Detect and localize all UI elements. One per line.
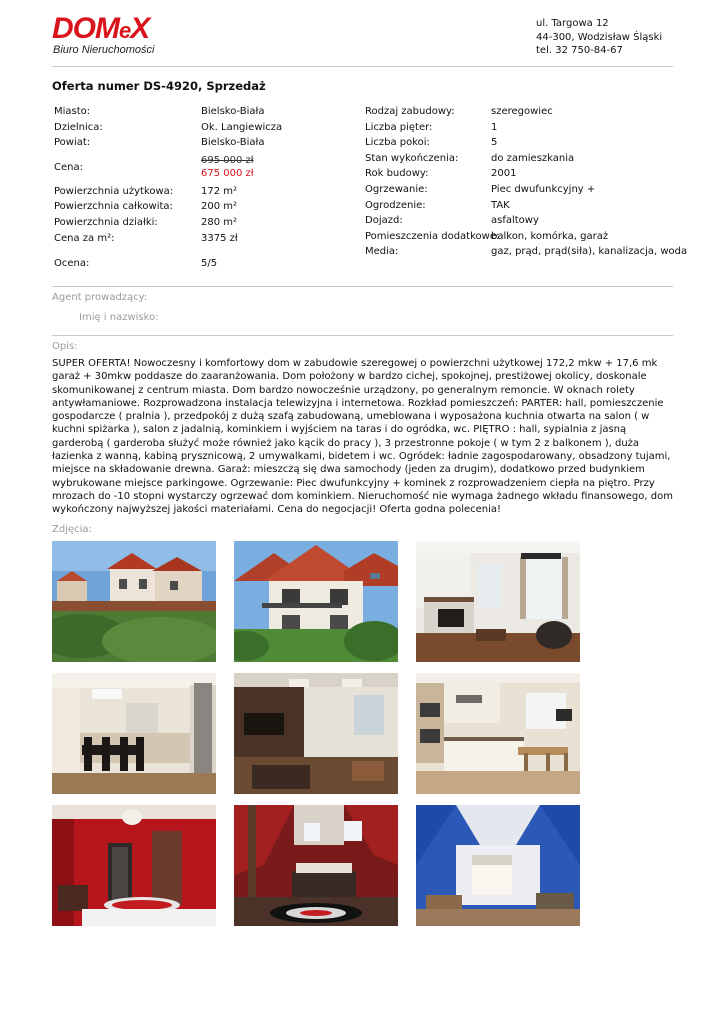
- detail-label: Powiat:: [54, 137, 91, 149]
- detail-row-media: [365, 244, 688, 260]
- photo-blue-attic-room[interactable]: [416, 805, 580, 926]
- agent-name-label: Imię i nazwisko:: [79, 312, 159, 323]
- detail-row-pomieszczenia: [365, 229, 685, 245]
- detail-row-pow-calkowita: [54, 199, 354, 215]
- detail-label: Cena za m²:: [54, 232, 115, 244]
- detail-value: szeregowiec: [491, 106, 553, 117]
- address-phone: tel. 32 750-84-67: [536, 45, 623, 56]
- detail-label: Rok budowy:: [365, 168, 429, 180]
- detail-row-powiat: [54, 135, 354, 151]
- details-left: [54, 104, 354, 272]
- detail-label: Cena:: [54, 161, 83, 173]
- detail-value: 172 m²: [201, 185, 238, 197]
- photo-attic-bedroom[interactable]: [234, 805, 398, 926]
- detail-spacer: [54, 246, 354, 256]
- photo-living-room-sofa[interactable]: [234, 673, 398, 794]
- detail-value: TAK: [491, 199, 510, 211]
- detail-label: Ogrodzenie:: [365, 199, 426, 211]
- detail-value: 5/5: [201, 258, 218, 270]
- new-price: 675 000 zł: [201, 167, 254, 179]
- detail-row-ocena: [54, 256, 354, 272]
- detail-row-dojazd: [365, 213, 685, 229]
- detail-row-pokoje: [365, 135, 685, 151]
- details-right: [365, 104, 688, 260]
- detail-row-pow-dzialki: [54, 215, 354, 231]
- photo-house-front[interactable]: [234, 541, 398, 662]
- photo-red-bedroom[interactable]: [52, 805, 216, 926]
- agent-section-label: Agent prowadzący:: [52, 292, 148, 303]
- detail-row-cena: [54, 151, 354, 184]
- detail-label: Miasto:: [54, 106, 91, 117]
- detail-row-rok: [365, 166, 685, 182]
- detail-value: Piec dwufunkcyjny +: [491, 183, 596, 195]
- detail-value: 200 m²: [201, 201, 238, 213]
- detail-value: do zamieszkania: [491, 152, 575, 164]
- detail-value: asfaltowy: [491, 215, 539, 227]
- price-values: [201, 154, 254, 180]
- company-address: [536, 17, 662, 58]
- detail-row-miasto: [54, 104, 354, 120]
- photo-living-room-fireplace[interactable]: [416, 541, 580, 662]
- photo-dining-room[interactable]: [52, 673, 216, 794]
- address-city: 44-300, Wodzisław Śląski: [536, 31, 663, 43]
- detail-label: Dzielnica:: [54, 121, 103, 133]
- old-price: 695 000 zł: [201, 154, 254, 166]
- detail-label: Dojazd:: [365, 215, 403, 227]
- agent-divider: [52, 335, 673, 336]
- detail-label: Powierzchnia działki:: [54, 216, 158, 228]
- detail-row-pietra: [365, 120, 685, 136]
- detail-row-rodzaj: [365, 104, 685, 120]
- detail-value: 1: [491, 121, 498, 133]
- details-divider: [52, 286, 673, 287]
- company-logo: [52, 14, 154, 56]
- detail-label: Liczba pięter:: [365, 121, 433, 133]
- detail-row-ogrodzenie: [365, 198, 685, 214]
- detail-value: 3375 zł: [201, 232, 238, 244]
- detail-row-ogrzewanie: [365, 182, 685, 198]
- detail-value: Bielsko-Biała: [201, 137, 265, 149]
- header-divider: [52, 66, 673, 67]
- photo-house-exterior-row[interactable]: [52, 541, 216, 662]
- photos-section-label: Zdjęcia:: [52, 524, 92, 535]
- detail-label: Media:: [365, 246, 399, 258]
- detail-label: Rodzaj zabudowy:: [365, 106, 455, 117]
- detail-label: Powierzchnia użytkowa:: [54, 185, 174, 197]
- detail-label: Ocena:: [54, 258, 90, 270]
- detail-value: 2001: [491, 168, 517, 180]
- detail-label: Stan wykończenia:: [365, 152, 459, 164]
- detail-value: balkon, komórka, garaż: [491, 230, 609, 242]
- description-text: SUPER OFERTA! Nowoczesny i komfortowy dom w zabudowie szeregowej o powierzchni użytkowej 172,2 mkw + 17,6 mk garaż + 30mkw poddasze do zaaranżowania. Dom położony w bardzo cichej, spokojnej, prestiżowej okolicy, doskonale skomunikowanej z centrum miasta. Dom bardzo nowocześnie urządzony, po generalnym remoncie. W oknach rolety antywłamaniowe. Rozprowadzona instalacja telewizyjna i internetowa. Rozkład pomieszczeń: PARTER: hall, pomieszczenie gospodarcze ( pralnia ), przedpokój z dużą szafą zabudowaną, umeblowana i wyposażona kuchnia otwarta na salon ( w kuchni spiżarka ), salon z jadalnią, kominkiem i wyjściem na taras i do ogródka, wc. PIĘTRO : hall, sypialnia z jasną garderobą ( garderoba służyć może również jako kącik do pracy ), 3 przestronne pokoje ( w tym 2 z balkonem ), duża łazienka z wanną, kabiną prysznicową, 2 umywalkami, bidetem i wc. Ogródek: ładnie zagospodarowany, obsadzony tujami, miejsce na składowanie drewna. Garaż: mieszczą się dwa samochody (jeden za drugim), dodatkowo przed budynkiem wybrukowane miejsce parkingowe. Ogrzewanie: Piec dwufunkcyjny + kominek z rozprowadzeniem ciepła na piętro. Przy mrozach do -10 stopni wystarczy ogrzewać dom kominkiem. Nieruchomość nie wymaga żadnego wkładu finansowego, dom wykończony najwyższej jakości materiałami. Cena do negocjacji! Oferta godna polecenia!: [52, 358, 673, 516]
- detail-value: 280 m²: [201, 216, 238, 228]
- detail-row-pow-uzytkowa: [54, 184, 354, 200]
- detail-value: gaz, prąd, prąd(siła), kanalizacja, woda: [491, 246, 688, 258]
- detail-row-stan: [365, 151, 685, 167]
- detail-row-cena-m2: [54, 231, 354, 247]
- detail-value: 5: [491, 137, 498, 149]
- offer-title: Oferta numer DS-4920, Sprzedaż: [52, 79, 266, 93]
- logo-tagline: Biuro Nieruchomości: [53, 44, 155, 56]
- detail-value: Ok. Langiewicza: [201, 121, 283, 133]
- detail-value: Bielsko-Biała: [201, 106, 265, 117]
- detail-label: Pomieszczenia dodatkowe:: [365, 230, 500, 242]
- address-street: ul. Targowa 12: [536, 18, 609, 29]
- detail-label: Liczba pokoi:: [365, 137, 430, 149]
- logo-wordmark: DOMeX: [52, 12, 150, 45]
- photo-kitchen[interactable]: [416, 673, 580, 794]
- description-section-label: Opis:: [52, 341, 78, 352]
- detail-row-dzielnica: [54, 120, 354, 136]
- detail-label: Ogrzewanie:: [365, 183, 428, 195]
- detail-label: Powierzchnia całkowita:: [54, 201, 173, 213]
